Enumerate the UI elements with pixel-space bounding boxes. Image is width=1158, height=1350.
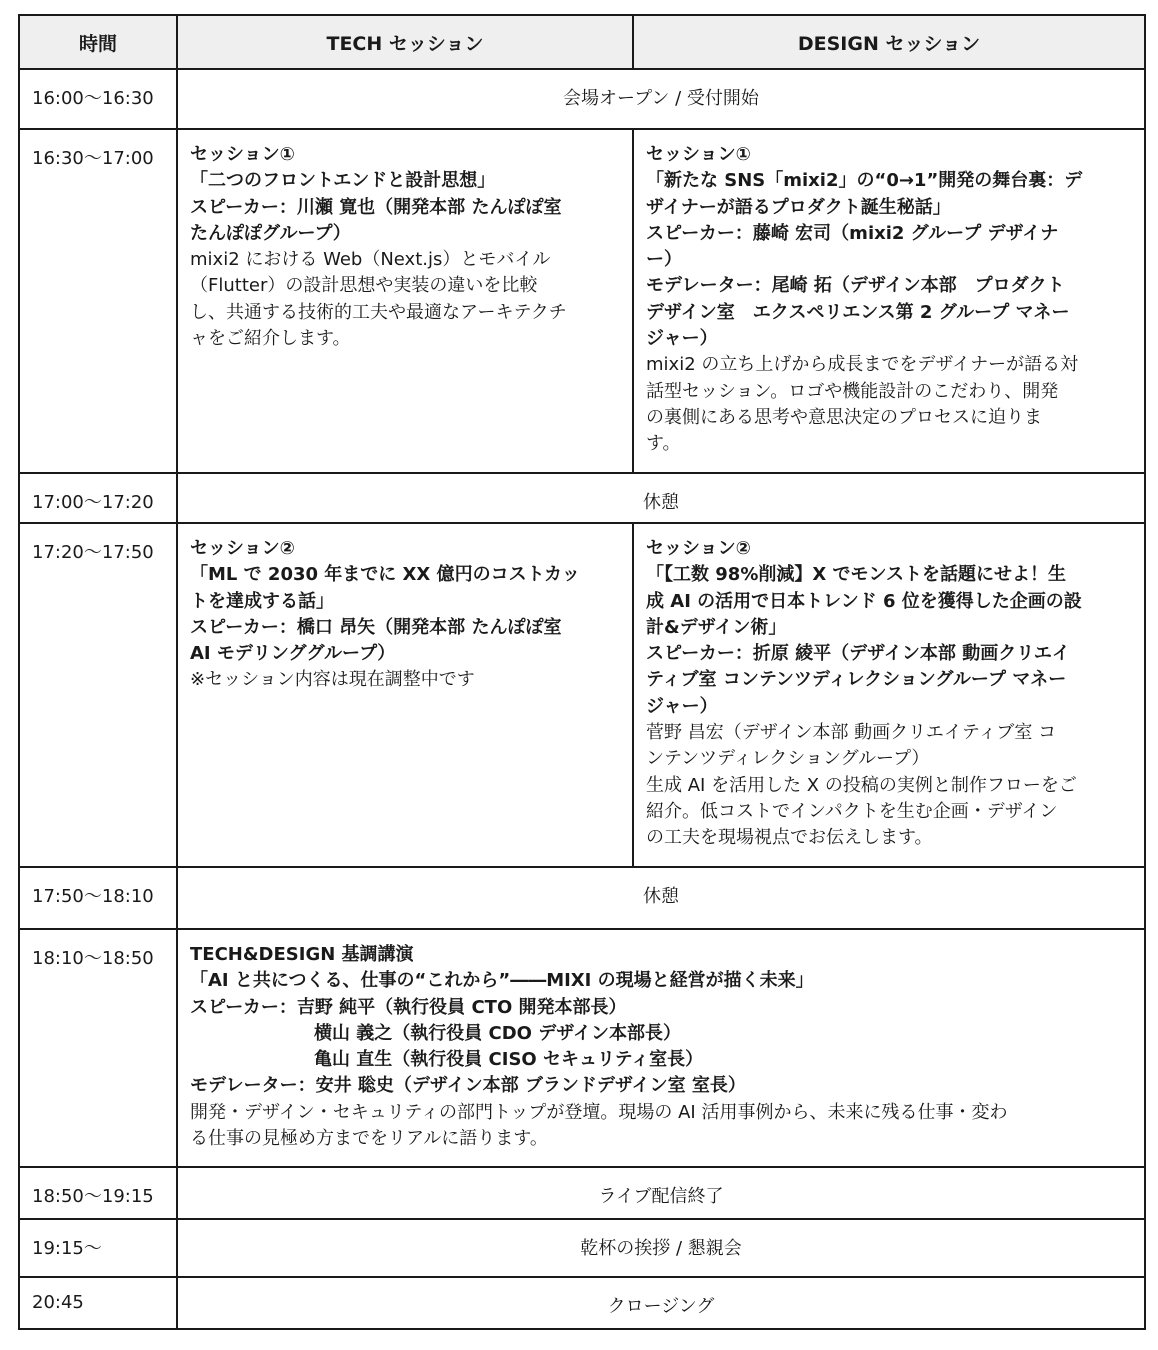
event-cell: 休憩	[177, 867, 1145, 929]
header-time: 時間	[19, 15, 177, 69]
table-row	[19, 523, 1145, 867]
design-session-cell	[633, 129, 1145, 473]
session-speaker: スピーカー：川瀬 寛也（開発本部 たんぽぽ室	[190, 196, 562, 218]
session-moderator: デザイン室 エクスペリエンス第 2 グループ マネー	[646, 301, 1070, 323]
session-description: の工夫を現場視点でお伝えします。	[646, 827, 933, 849]
session-title: トを達成する話」	[190, 590, 334, 612]
keynote-speaker: 亀山 直生（執行役員 CISO セキュリティ室長）	[314, 1049, 704, 1071]
table-row	[19, 473, 1145, 523]
time-cell: 16:30〜17:00	[19, 129, 177, 473]
keynote-subtitle: 「AI と共につくる、仕事の“これから”――MIXI の現場と経営が描く未来」	[190, 970, 814, 992]
session-description: mixi2 の立ち上げから成長までをデザイナーが語る対	[646, 354, 1079, 376]
session-description: し、共通する技術的工夫や最適なアーキテクチ	[190, 301, 567, 323]
session-speaker: AI モデリンググループ）	[190, 643, 396, 665]
session-speaker-2: ンテンツディレクショングループ）	[646, 748, 930, 770]
tech-session-cell	[177, 523, 633, 867]
session-moderator: モデレーター：尾崎 拓（デザイン本部 プロダクト	[646, 275, 1065, 297]
table-row	[19, 1219, 1145, 1277]
tech-session-cell	[177, 129, 633, 473]
keynote-description: る仕事の見極め方までをリアルに語ります。	[190, 1128, 548, 1150]
time-cell: 17:20〜17:50	[19, 523, 177, 867]
header-tech: TECH セッション	[177, 15, 633, 69]
time-cell: 16:00〜16:30	[19, 69, 177, 129]
keynote-title: TECH&DESIGN 基調講演	[190, 944, 414, 965]
session-description: す。	[646, 433, 681, 455]
event-cell: クロージング	[177, 1277, 1145, 1329]
session-description: 生成 AI を活用した X の投稿の実例と制作フローをご	[646, 774, 1077, 796]
time-cell: 18:50〜19:15	[19, 1167, 177, 1219]
session-heading: セッション②	[190, 538, 295, 559]
table-row	[19, 1167, 1145, 1219]
table-row	[19, 69, 1145, 129]
session-description: mixi2 における Web（Next.js）とモバイル	[190, 249, 551, 271]
session-speaker: ジャー）	[646, 695, 718, 717]
session-heading: セッション②	[646, 538, 751, 559]
session-description: 話型セッション。ロゴや機能設計のこだわり、開発	[646, 380, 1059, 402]
session-title: 「ML で 2030 年までに XX 億円のコストカッ	[190, 564, 580, 586]
design-session-cell	[633, 523, 1145, 867]
keynote-speaker: 横山 義之（執行役員 CDO デザイン本部長）	[314, 1022, 681, 1044]
session-moderator: ジャー）	[646, 328, 718, 350]
time-cell: 18:10〜18:50	[19, 929, 177, 1167]
table-row	[19, 867, 1145, 929]
header-design: DESIGN セッション	[633, 15, 1145, 69]
session-title: ザイナーが語るプロダクト誕生秘話」	[646, 196, 951, 218]
time-cell: 20:45	[19, 1277, 177, 1329]
session-title: 「二つのフロントエンドと設計思想」	[190, 170, 496, 192]
event-cell: 会場オープン / 受付開始	[177, 69, 1145, 129]
table-row	[19, 1277, 1145, 1329]
session-heading: セッション①	[190, 144, 295, 165]
table-row	[19, 129, 1145, 473]
session-speaker: ー）	[646, 249, 682, 271]
event-cell: ライブ配信終了	[177, 1167, 1145, 1219]
session-description: 紹介。低コストでインパクトを生む企画・デザイン	[646, 800, 1058, 822]
time-cell: 17:00〜17:20	[19, 473, 177, 523]
session-description: ャをご紹介します。	[190, 328, 351, 350]
event-cell: 休憩	[177, 473, 1145, 523]
keynote-speaker: スピーカー：吉野 純平（執行役員 CTO 開発本部長）	[190, 996, 627, 1018]
session-speaker: ティブ室 コンテンツディレクショングループ マネー	[646, 669, 1067, 691]
header-row	[19, 15, 1145, 69]
session-description: （Flutter）の設計思想や実装の違いを比較	[190, 275, 538, 297]
time-cell: 19:15〜	[19, 1219, 177, 1277]
session-speaker: スピーカー：藤崎 宏司（mixi2 グループ デザイナ	[646, 222, 1059, 244]
session-title: 計&デザイン術」	[646, 616, 787, 638]
session-title: 成 AI の活用で日本トレンド 6 位を獲得した企画の設	[646, 590, 1082, 612]
session-speaker-2: 菅野 昌宏（デザイン本部 動画クリエイティブ室 コ	[646, 722, 1057, 744]
table-row	[19, 929, 1145, 1167]
session-title: 「【工数 98%削減】X でモンストを話題にせよ！生	[646, 564, 1066, 586]
session-title: 「新たな SNS「mixi2」の“0→1”開発の舞台裏：デ	[646, 170, 1083, 192]
session-speaker: たんぽぽグループ）	[190, 222, 351, 244]
session-speaker: スピーカー：橋口 昂矢（開発本部 たんぽぽ室	[190, 616, 562, 638]
session-description: ※セッション内容は現在調整中です	[190, 669, 475, 691]
keynote-description: 開発・デザイン・セキュリティの部門トップが登壇。現場の AI 活用事例から、未来に残る仕事・変わ	[190, 1101, 1008, 1123]
schedule-table	[18, 14, 1146, 1330]
session-description: の裏側にある思考や意思決定のプロセスに迫りま	[646, 406, 1042, 428]
keynote-cell	[177, 929, 1145, 1167]
session-speaker: スピーカー：折原 綾平（デザイン本部 動画クリエイ	[646, 643, 1070, 665]
time-cell: 17:50〜18:10	[19, 867, 177, 929]
session-heading: セッション①	[646, 144, 751, 165]
keynote-moderator: モデレーター：安井 聡史（デザイン本部 ブランドデザイン室 室長）	[190, 1075, 746, 1097]
event-cell: 乾杯の挨拶 / 懇親会	[177, 1219, 1145, 1277]
